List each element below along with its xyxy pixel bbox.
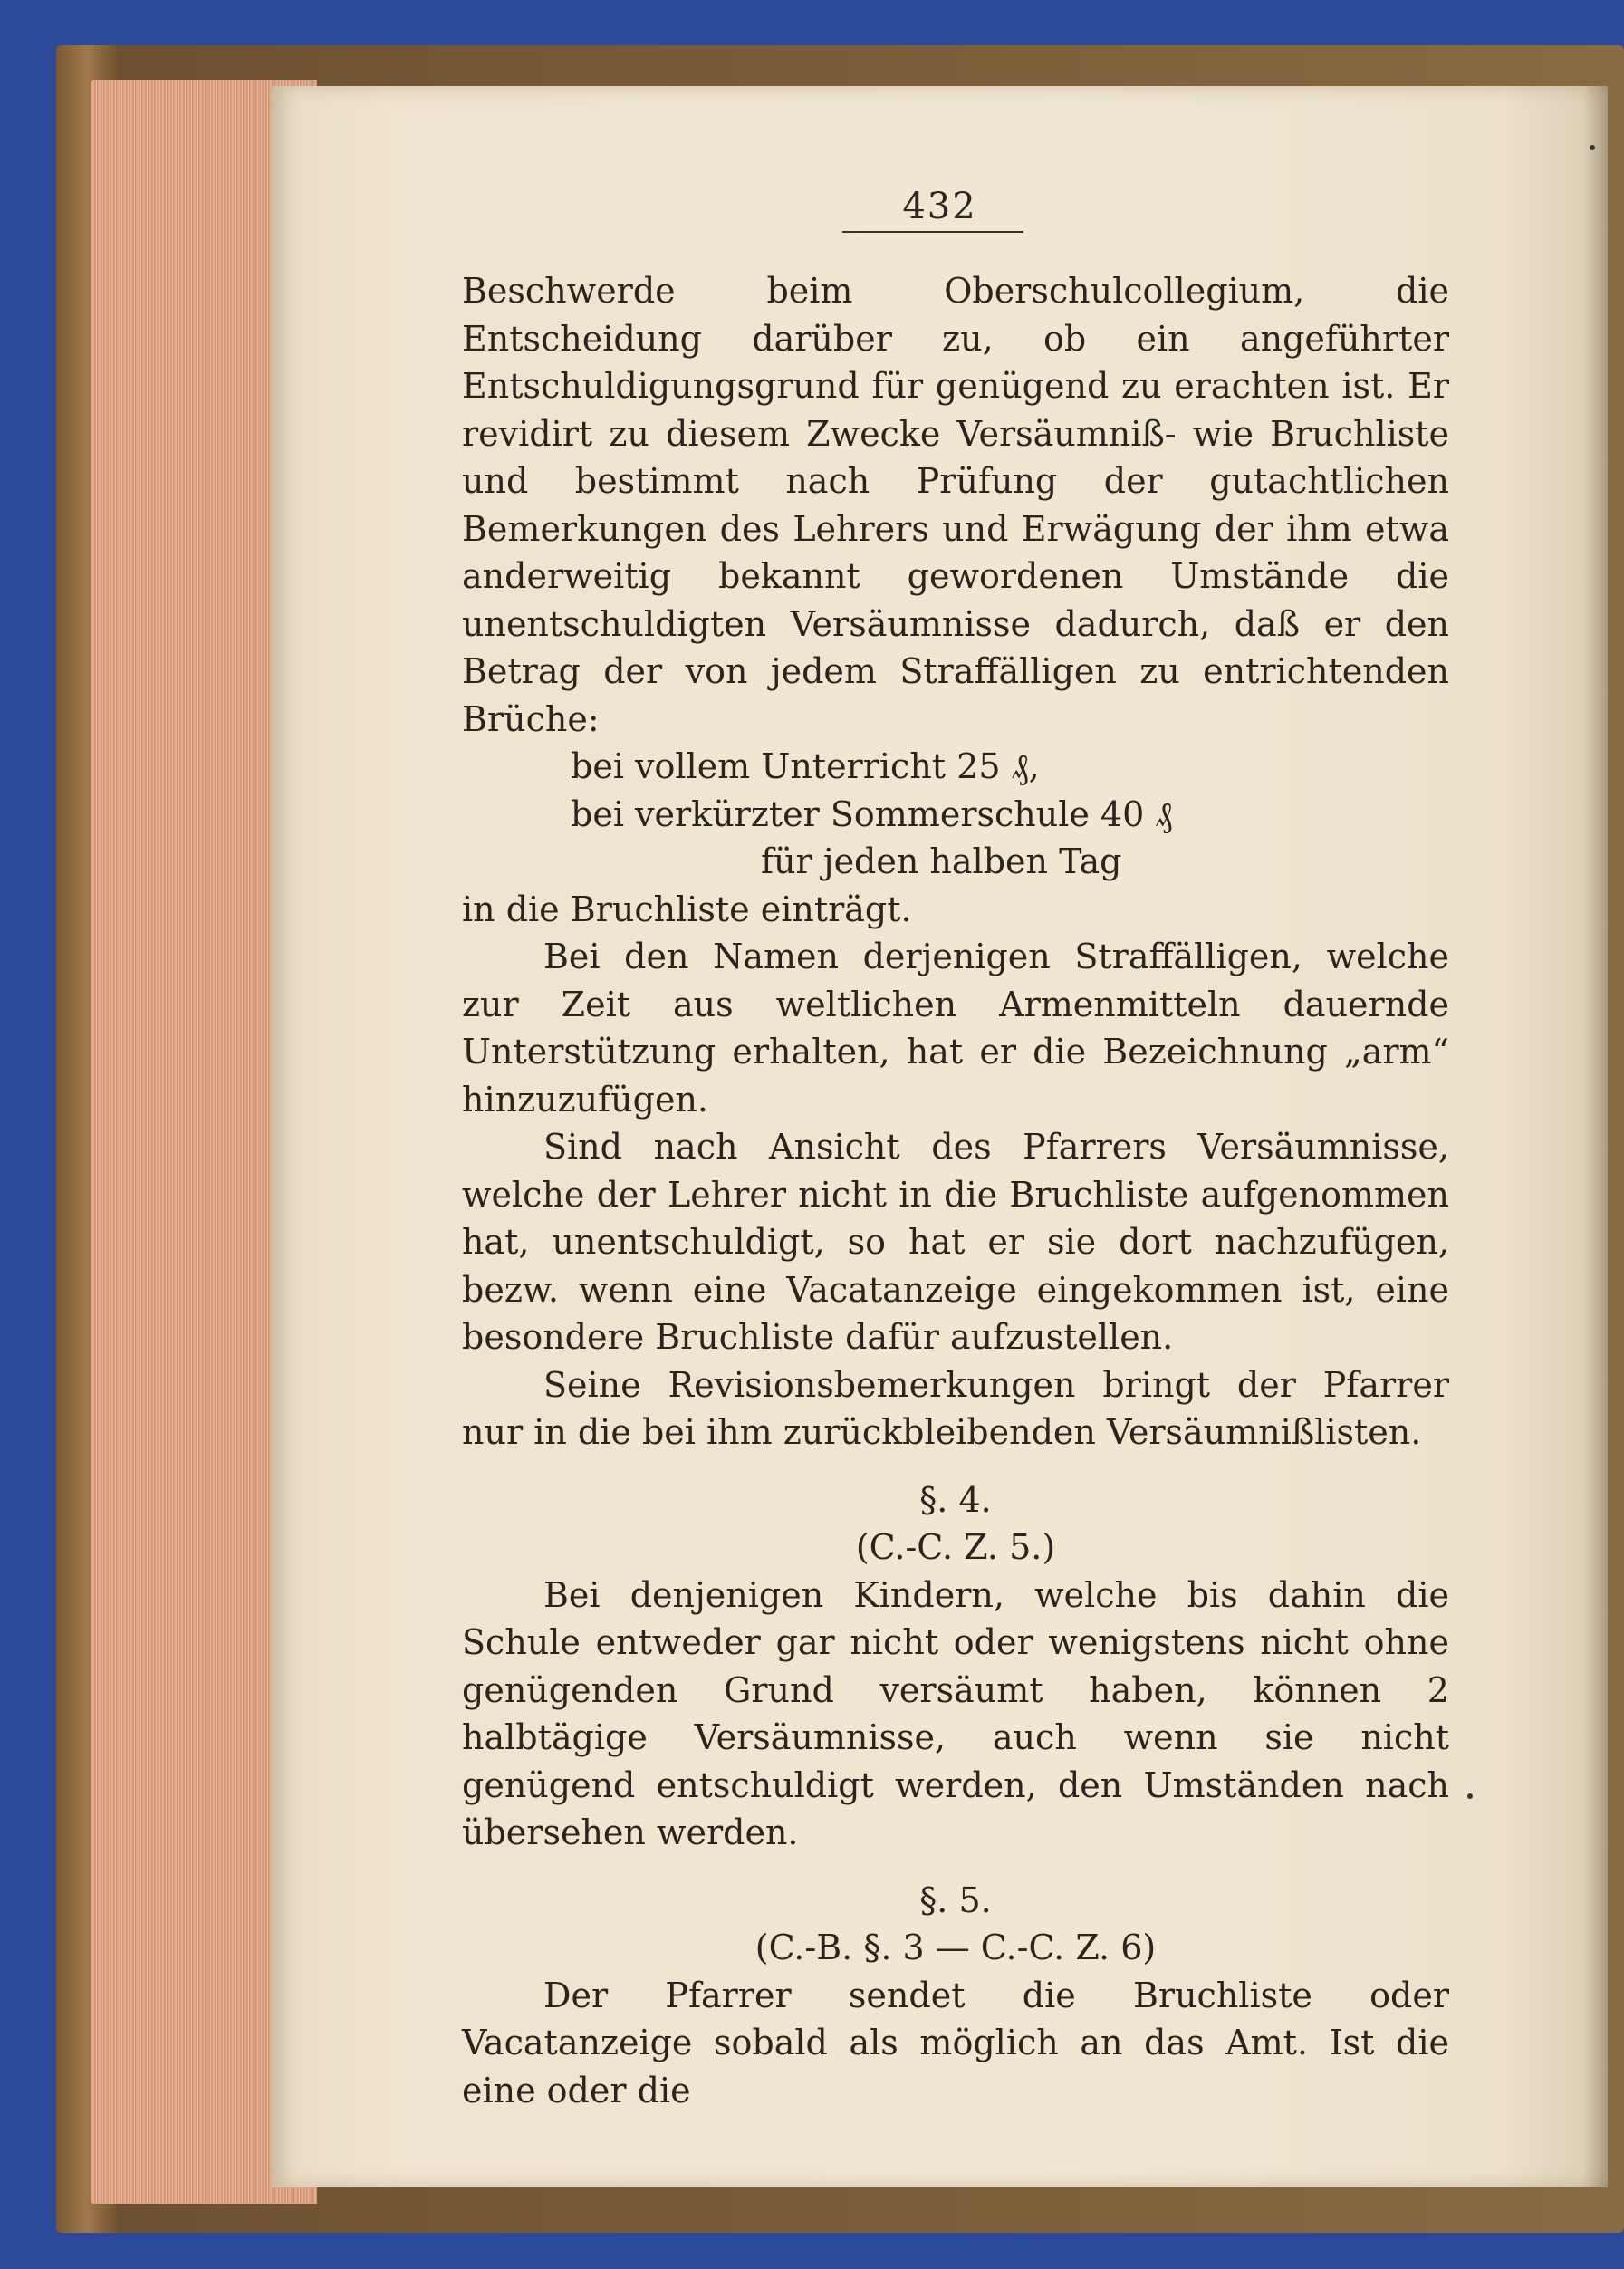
edge-dot bbox=[1467, 1793, 1473, 1799]
paragraph-2: Bei den Namen derjenigen Straffälligen, welche zur Zeit aus weltlichen Armenmitteln dauernde Unterstützung erhalten, hat er die Bezeichnung „arm“ hinzuzufügen. bbox=[462, 937, 1449, 1120]
edge-dot bbox=[1590, 145, 1595, 150]
page-text bbox=[462, 267, 1449, 2114]
header-rule bbox=[842, 231, 1023, 233]
page-gutter bbox=[1582, 86, 1608, 2187]
section-4-title: §. 4. bbox=[919, 1479, 992, 1520]
section-4-reference: (C.-C. Z. 5.) bbox=[855, 1527, 1056, 1567]
section-5-title: §. 5. bbox=[919, 1880, 992, 1920]
paragraph-6: Der Pfarrer sendet die Bruchliste oder Vacatanzeige sobald als möglich an das Amt. Ist die eine oder die bbox=[462, 1975, 1449, 2110]
page-number: 432 bbox=[902, 186, 977, 227]
paragraph-3: Sind nach Ansicht des Pfarrers Versäumnisse, welche der Lehrer nicht in die Bruchliste aufgenommen hat, unentschuldigt, so hat er sie dort nachzufügen, bezw. wenn eine Vacatanzeige eingekommen ist, eine besondere Bruchliste dafür aufzustellen. bbox=[462, 1127, 1449, 1357]
paragraph-4: Seine Revisionsbemerkungen bringt der Pfarrer nur in die bei ihm zurückbleibenden Versäumnißlisten. bbox=[462, 1364, 1449, 1452]
fee-line-full: bei vollem Unterricht 25 ₰, bbox=[571, 746, 1040, 786]
book-page bbox=[272, 86, 1608, 2187]
fee-line-halfday: für jeden halben Tag bbox=[761, 841, 1122, 881]
fee-line-summer: bei verkürzter Sommerschule 40 ₰ bbox=[571, 793, 1173, 834]
section-5-reference: (C.-B. §. 3 — C.-C. Z. 6) bbox=[754, 1928, 1157, 1967]
paragraph-5: Bei denjenigen Kindern, welche bis dahin die Schule entweder gar nicht oder wenigstens nicht ohne genügenden Grund versäumt haben, können 2 halbtägige Versäumnisse, auch wenn sie nicht genügend entschuldigt werden, den Umständen nach übersehen werden. bbox=[462, 1574, 1449, 1852]
paragraph-1: Beschwerde beim Oberschulcollegium, die Entscheidung darüber zu, ob ein angeführter Entschuldigungsgrund für genügend zu erachten ist. Er revidirt zu diesem Zwecke Versäumniß- wie Bruchliste und bestimmt nach Prüfung der gutachtlichen Bemerkungen des Lehrers und Erwägung der ihm etwa anderweitig bekannt gewordenen Umstände die unentschuldigten Versäumnisse dadurch, daß er den Betrag der von jedem Straffälligen zu entrichtenden Brüche: bbox=[462, 271, 1449, 739]
after-fees-line: in die Bruchliste einträgt. bbox=[462, 889, 912, 929]
